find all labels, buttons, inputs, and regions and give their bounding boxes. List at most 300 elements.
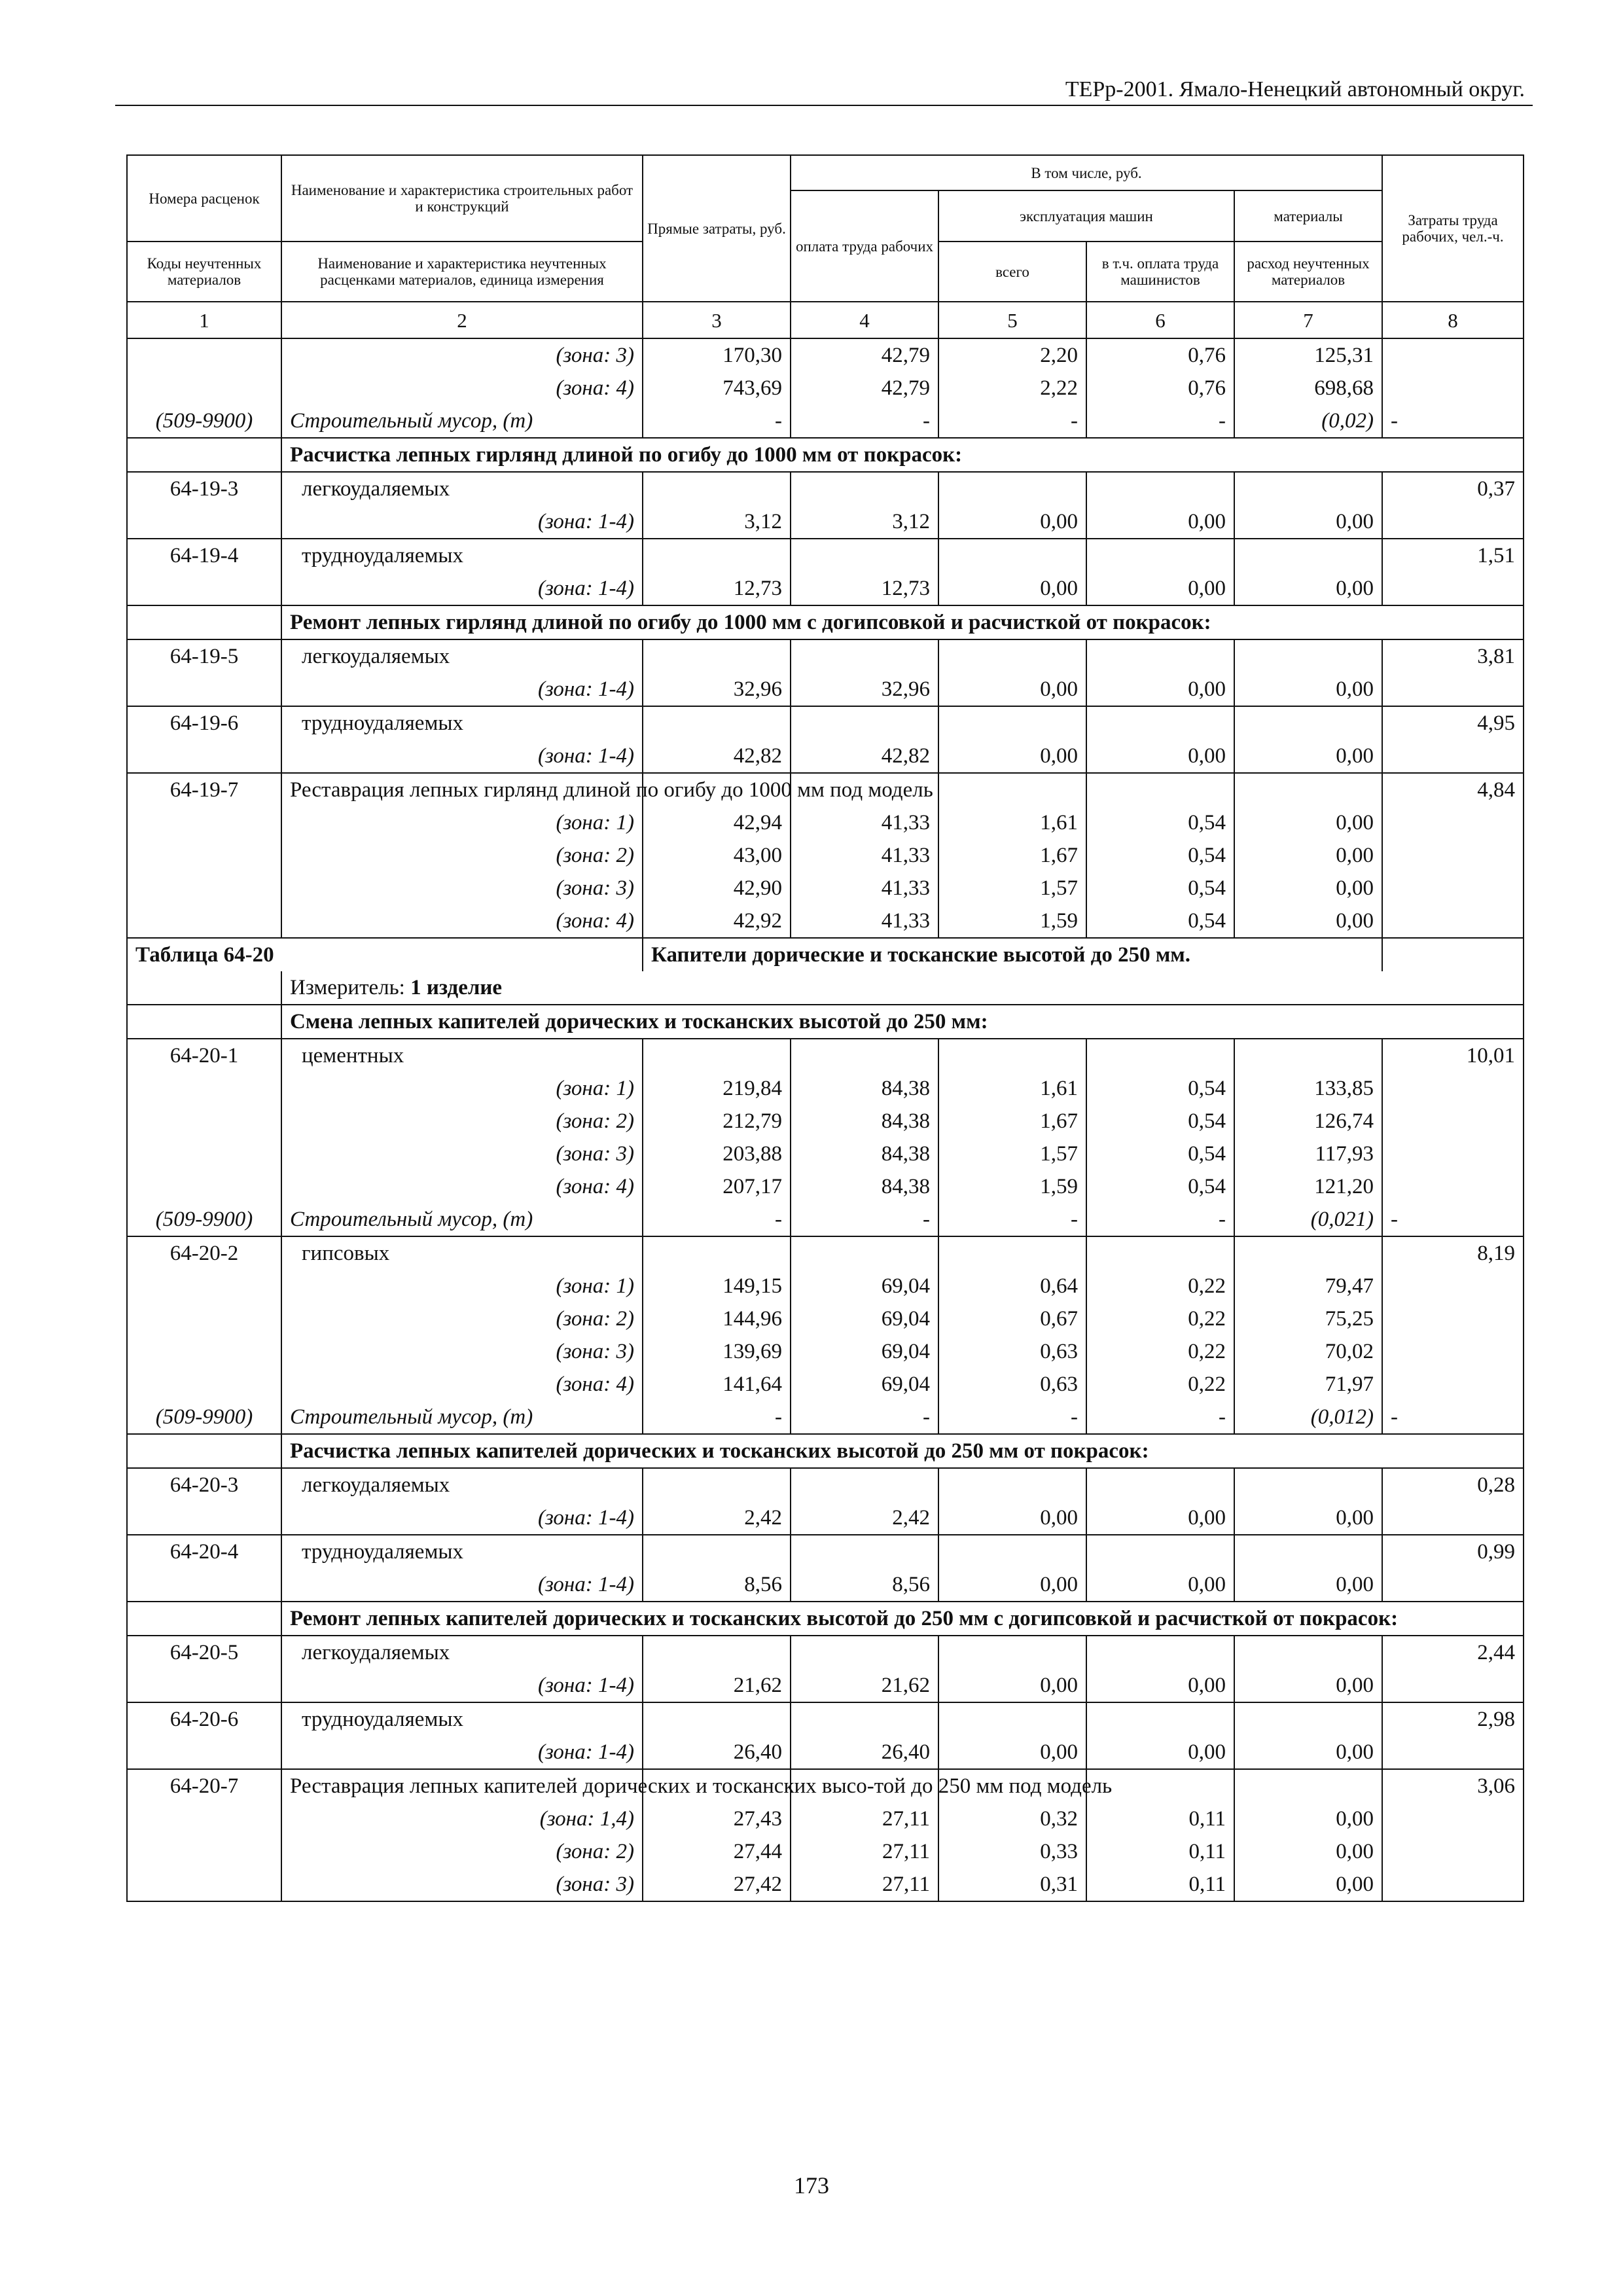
code-cell	[127, 1602, 281, 1636]
labor-cell: 3,81	[1382, 639, 1524, 673]
material-use-cell: 121,20	[1234, 1170, 1382, 1203]
wage-cell: 69,04	[791, 1368, 938, 1401]
labor-cell	[1382, 1335, 1524, 1368]
wage-cell: 3,12	[791, 505, 938, 539]
direct-costs-cell: 32,96	[643, 673, 791, 706]
labor-cell: 3,06	[1382, 1769, 1524, 1803]
zone-row	[127, 1803, 1524, 1835]
material-use-cell: 0,00	[1234, 1501, 1382, 1535]
section-heading-row	[127, 605, 1524, 639]
table-title: Капители дорические и тосканские высотой до 250 мм.	[643, 938, 1382, 971]
labor-cell: 4,95	[1382, 706, 1524, 740]
table-body	[127, 338, 1524, 1901]
material-use-cell: 0,00	[1234, 572, 1382, 605]
item-name: гипсовых	[281, 1236, 643, 1270]
labor-cell	[1382, 1736, 1524, 1769]
labor-cell	[1382, 1105, 1524, 1138]
zone-row	[127, 673, 1524, 706]
item-name: Реставрация лепных капителей дорических и тосканских высо-той до 250 мм под модель	[281, 1769, 643, 1803]
item-row	[127, 706, 1524, 740]
zone-row	[127, 905, 1524, 938]
labor-cell	[1382, 740, 1524, 773]
direct-costs-cell	[643, 1636, 791, 1669]
direct-costs-cell: 212,79	[643, 1105, 791, 1138]
labor-cell	[1382, 1072, 1524, 1105]
direct-costs-cell: 207,17	[643, 1170, 791, 1203]
machinist-wage-cell	[1086, 706, 1234, 740]
machinist-wage-cell: 0,11	[1086, 1835, 1234, 1868]
machines-total-cell: 0,00	[938, 505, 1086, 539]
machines-total-cell	[938, 1702, 1086, 1736]
item-row	[127, 639, 1524, 673]
direct-costs-cell: 141,64	[643, 1368, 791, 1401]
labor-cell: 4,84	[1382, 773, 1524, 806]
wage-cell	[791, 472, 938, 505]
zone-label: (зона: 1-4)	[281, 505, 643, 539]
zone-row	[127, 1072, 1524, 1105]
labor-cell: 8,19	[1382, 1236, 1524, 1270]
labor-cell: 10,01	[1382, 1039, 1524, 1072]
zone-row	[127, 806, 1524, 839]
machinist-wage-cell	[1086, 773, 1234, 806]
wage-cell: 69,04	[791, 1335, 938, 1368]
code-cell	[127, 1368, 281, 1401]
material-code: (509-9900)	[127, 1401, 281, 1434]
material-use-cell: 0,00	[1234, 872, 1382, 905]
wage-cell: 69,04	[791, 1270, 938, 1302]
labor-cell	[1382, 1501, 1524, 1535]
machinist-wage-cell: 0,76	[1086, 372, 1234, 404]
item-name: трудноудаляемых	[281, 539, 643, 572]
labor-cell	[1382, 1568, 1524, 1602]
material-use-cell: 0,00	[1234, 1568, 1382, 1602]
section-heading-row	[127, 1602, 1524, 1636]
table-number: Таблица 64-20	[127, 938, 643, 971]
machines-total-cell: 0,63	[938, 1368, 1086, 1401]
wage-cell: 26,40	[791, 1736, 938, 1769]
rate-number: 64-20-1	[127, 1039, 281, 1072]
wage-cell: 41,33	[791, 872, 938, 905]
machinist-wage-cell	[1086, 1535, 1234, 1568]
machines-total-cell: 0,00	[938, 740, 1086, 773]
section-heading-row	[127, 1434, 1524, 1468]
material-use-cell	[1234, 1236, 1382, 1270]
material-row	[127, 404, 1524, 438]
material-use-cell: 71,97	[1234, 1368, 1382, 1401]
code-cell	[127, 438, 281, 472]
material-code: (509-9900)	[127, 404, 281, 438]
labor-cell	[1382, 1368, 1524, 1401]
labor-cell	[1382, 1302, 1524, 1335]
machines-total-cell	[938, 539, 1086, 572]
material-use-cell: 125,31	[1234, 338, 1382, 372]
unit-label: Измеритель:	[290, 976, 405, 999]
direct-costs-cell: 203,88	[643, 1138, 791, 1170]
zone-row	[127, 1736, 1524, 1769]
code-cell	[127, 1072, 281, 1105]
direct-costs-cell: 42,94	[643, 806, 791, 839]
code-cell	[127, 605, 281, 639]
header-rate-numbers: Номера расценок	[127, 155, 281, 242]
section-heading: Ремонт лепных капителей дорических и тосканских высотой до 250 мм с догипсовкой и расчисткой от покрасок:	[281, 1602, 1524, 1636]
wage-cell: 27,11	[791, 1835, 938, 1868]
item-row	[127, 472, 1524, 505]
direct-costs-cell	[643, 1468, 791, 1501]
machines-total-cell: 0,00	[938, 1501, 1086, 1535]
machinist-wage-cell: 0,54	[1086, 1138, 1234, 1170]
material-use-cell: 0,00	[1234, 806, 1382, 839]
code-cell	[127, 1105, 281, 1138]
machinist-wage-cell: 0,22	[1086, 1368, 1234, 1401]
wage-cell: 27,11	[791, 1803, 938, 1835]
zone-row	[127, 839, 1524, 872]
machinist-wage-cell: 0,54	[1086, 1170, 1234, 1203]
material-name: Строительный мусор, (т)	[281, 404, 643, 438]
material-name: Строительный мусор, (т)	[281, 1401, 643, 1434]
zone-row	[127, 872, 1524, 905]
header-material-use: расход неучтенных материалов	[1234, 242, 1382, 302]
zone-label: (зона: 1)	[281, 1270, 643, 1302]
header-machines: эксплуатация машин	[938, 190, 1234, 242]
code-cell	[127, 372, 281, 404]
wage-cell: 42,79	[791, 338, 938, 372]
rate-number: 64-20-7	[127, 1769, 281, 1803]
code-cell	[127, 1868, 281, 1901]
machinist-wage-cell: 0,00	[1086, 1501, 1234, 1535]
machinist-wage-cell	[1086, 1236, 1234, 1270]
header-wage: оплата труда рабочих	[791, 190, 938, 302]
machines-total-cell: 0,63	[938, 1335, 1086, 1368]
rate-number: 64-20-6	[127, 1702, 281, 1736]
page-number: 173	[794, 2172, 829, 2198]
labor-cell: -	[1382, 1401, 1524, 1434]
material-use-cell: 698,68	[1234, 372, 1382, 404]
machines-total-cell	[938, 773, 1086, 806]
code-cell	[127, 806, 281, 839]
header-materials: материалы	[1234, 190, 1382, 242]
machines-total-cell	[938, 1468, 1086, 1501]
machines-total-cell: -	[938, 1203, 1086, 1236]
machinist-wage-cell: 0,00	[1086, 572, 1234, 605]
machinist-wage-cell	[1086, 1039, 1234, 1072]
direct-costs-cell	[643, 1039, 791, 1072]
direct-costs-cell	[643, 706, 791, 740]
material-use-cell: 117,93	[1234, 1138, 1382, 1170]
wage-cell	[791, 1702, 938, 1736]
rate-number: 64-19-7	[127, 773, 281, 806]
machines-total-cell	[938, 1535, 1086, 1568]
direct-costs-cell	[643, 539, 791, 572]
item-row	[127, 1769, 1524, 1803]
direct-costs-cell	[643, 639, 791, 673]
labor-cell: 1,51	[1382, 539, 1524, 572]
item-name: трудноудаляемых	[281, 1702, 643, 1736]
rate-number: 64-19-4	[127, 539, 281, 572]
code-cell	[127, 1335, 281, 1368]
rate-number: 64-19-3	[127, 472, 281, 505]
machinist-wage-cell: 0,54	[1086, 872, 1234, 905]
zone-row	[127, 1138, 1524, 1170]
header-rule	[115, 105, 1533, 106]
code-cell	[127, 740, 281, 773]
machinist-wage-cell: 0,54	[1086, 1072, 1234, 1105]
zone-row	[127, 1335, 1524, 1368]
direct-costs-cell: 3,12	[643, 505, 791, 539]
wage-cell: 27,11	[791, 1868, 938, 1901]
material-use-cell: 0,00	[1234, 1736, 1382, 1769]
machines-total-cell: 1,61	[938, 1072, 1086, 1105]
section-heading-row	[127, 438, 1524, 472]
machines-total-cell: 0,00	[938, 572, 1086, 605]
wage-cell: 41,33	[791, 839, 938, 872]
direct-costs-cell: 27,42	[643, 1868, 791, 1901]
item-row	[127, 539, 1524, 572]
wage-cell	[791, 1535, 938, 1568]
direct-costs-cell: 21,62	[643, 1669, 791, 1702]
material-use-cell: (0,02)	[1234, 404, 1382, 438]
wage-cell	[791, 1468, 938, 1501]
wage-cell: -	[791, 1203, 938, 1236]
zone-row	[127, 1835, 1524, 1868]
material-use-cell: 0,00	[1234, 505, 1382, 539]
material-code: (509-9900)	[127, 1203, 281, 1236]
material-use-cell: 0,00	[1234, 1803, 1382, 1835]
material-use-cell	[1234, 472, 1382, 505]
machines-total-cell	[938, 706, 1086, 740]
machinist-wage-cell: 0,54	[1086, 839, 1234, 872]
header-work-name: Наименование и характеристика строительных работ и конструкций	[281, 155, 643, 242]
zone-label: (зона: 1-4)	[281, 740, 643, 773]
unit-value: 1 изделие	[410, 976, 503, 999]
zone-label: (зона: 1)	[281, 1072, 643, 1105]
machinist-wage-cell: 0,00	[1086, 1568, 1234, 1602]
machinist-wage-cell: 0,22	[1086, 1302, 1234, 1335]
wage-cell: 84,38	[791, 1138, 938, 1170]
direct-costs-cell: -	[643, 404, 791, 438]
wage-cell: 84,38	[791, 1170, 938, 1203]
material-use-cell: 0,00	[1234, 740, 1382, 773]
machinist-wage-cell: 0,22	[1086, 1270, 1234, 1302]
zone-row	[127, 372, 1524, 404]
material-name: Строительный мусор, (т)	[281, 1203, 643, 1236]
machines-total-cell	[938, 472, 1086, 505]
machines-total-cell	[938, 1636, 1086, 1669]
zone-row	[127, 1105, 1524, 1138]
material-use-cell: 126,74	[1234, 1105, 1382, 1138]
direct-costs-cell: 149,15	[643, 1270, 791, 1302]
direct-costs-cell: 2,42	[643, 1501, 791, 1535]
direct-costs-cell	[643, 472, 791, 505]
direct-costs-cell	[643, 1535, 791, 1568]
zone-label: (зона: 4)	[281, 1368, 643, 1401]
zone-row	[127, 1501, 1524, 1535]
direct-costs-cell: 26,40	[643, 1736, 791, 1769]
material-use-cell	[1234, 1468, 1382, 1501]
material-use-cell: 70,02	[1234, 1335, 1382, 1368]
labor-cell: 2,98	[1382, 1702, 1524, 1736]
wage-cell: 84,38	[791, 1072, 938, 1105]
direct-costs-cell: 139,69	[643, 1335, 791, 1368]
code-cell	[127, 1835, 281, 1868]
zone-label: (зона: 1,4)	[281, 1803, 643, 1835]
machines-total-cell: 1,59	[938, 905, 1086, 938]
material-use-cell: 0,00	[1234, 1669, 1382, 1702]
header-including: В том числе, руб.	[791, 155, 1382, 190]
section-heading: Расчистка лепных гирлянд длиной по огибу до 1000 мм от покрасок:	[281, 438, 1524, 472]
labor-cell	[1382, 1803, 1524, 1835]
direct-costs-cell: 219,84	[643, 1072, 791, 1105]
machines-total-cell: -	[938, 404, 1086, 438]
wage-cell	[791, 1636, 938, 1669]
labor-cell	[1382, 806, 1524, 839]
zone-label: (зона: 1-4)	[281, 1568, 643, 1602]
zone-row	[127, 1868, 1524, 1901]
machines-total-cell	[938, 1039, 1086, 1072]
labor-cell	[1382, 372, 1524, 404]
machinist-wage-cell: 0,76	[1086, 338, 1234, 372]
item-row	[127, 773, 1524, 806]
material-use-cell: (0,021)	[1234, 1203, 1382, 1236]
direct-costs-cell: 43,00	[643, 839, 791, 872]
material-use-cell: 75,25	[1234, 1302, 1382, 1335]
direct-costs-cell: 42,82	[643, 740, 791, 773]
material-use-cell: (0,012)	[1234, 1401, 1382, 1434]
item-name: цементных	[281, 1039, 643, 1072]
section-heading-row	[127, 1005, 1524, 1039]
code-cell	[127, 1568, 281, 1602]
direct-costs-cell: 170,30	[643, 338, 791, 372]
machines-total-cell: 1,67	[938, 1105, 1086, 1138]
material-use-cell: 0,00	[1234, 673, 1382, 706]
zone-label: (зона: 4)	[281, 372, 643, 404]
zone-label: (зона: 1)	[281, 806, 643, 839]
zone-label: (зона: 3)	[281, 1335, 643, 1368]
code-cell	[127, 1005, 281, 1039]
item-row	[127, 1535, 1524, 1568]
labor-cell	[1382, 1835, 1524, 1868]
zone-row	[127, 505, 1524, 539]
material-use-cell	[1234, 639, 1382, 673]
zone-label: (зона: 1-4)	[281, 673, 643, 706]
code-cell	[127, 1138, 281, 1170]
section-heading: Ремонт лепных гирлянд длиной по огибу до 1000 мм с догипсовкой и расчисткой от покрасок:	[281, 605, 1524, 639]
labor-cell	[1382, 1868, 1524, 1901]
zone-row	[127, 572, 1524, 605]
machines-total-cell: 0,00	[938, 1669, 1086, 1702]
direct-costs-cell: 144,96	[643, 1302, 791, 1335]
item-row	[127, 1468, 1524, 1501]
column-number: 5	[938, 302, 1086, 338]
machinist-wage-cell: 0,11	[1086, 1868, 1234, 1901]
machines-total-cell: 1,59	[938, 1170, 1086, 1203]
zone-row	[127, 1368, 1524, 1401]
machinist-wage-cell: -	[1086, 1203, 1234, 1236]
direct-costs-cell: -	[643, 1401, 791, 1434]
labor-cell: 0,37	[1382, 472, 1524, 505]
code-cell	[127, 839, 281, 872]
rate-number: 64-19-5	[127, 639, 281, 673]
machines-total-cell: 1,57	[938, 872, 1086, 905]
material-use-cell: 79,47	[1234, 1270, 1382, 1302]
header-labor: Затраты труда рабочих, чел.-ч.	[1382, 155, 1524, 302]
labor-cell	[1382, 1138, 1524, 1170]
direct-costs-cell: 42,90	[643, 872, 791, 905]
direct-costs-cell	[643, 1702, 791, 1736]
code-cell	[127, 1803, 281, 1835]
labor-cell	[1382, 938, 1524, 971]
wage-cell	[791, 1236, 938, 1270]
machinist-wage-cell: 0,54	[1086, 905, 1234, 938]
header-machines-total: всего	[938, 242, 1086, 302]
running-header: ТЕРр-2001. Ямало-Ненецкий автономный округ.	[1065, 77, 1525, 101]
direct-costs-cell: 27,43	[643, 1803, 791, 1835]
code-cell	[127, 572, 281, 605]
code-cell	[127, 1434, 281, 1468]
wage-cell: -	[791, 404, 938, 438]
labor-cell	[1382, 572, 1524, 605]
item-name: легкоудаляемых	[281, 472, 643, 505]
unit-row	[127, 971, 1524, 1005]
zone-row	[127, 740, 1524, 773]
zone-row	[127, 1302, 1524, 1335]
wage-cell: 42,79	[791, 372, 938, 404]
material-use-cell	[1234, 1702, 1382, 1736]
machines-total-cell: 0,67	[938, 1302, 1086, 1335]
zone-label: (зона: 3)	[281, 338, 643, 372]
item-name: трудноудаляемых	[281, 1535, 643, 1568]
code-cell	[127, 905, 281, 938]
code-cell	[127, 1270, 281, 1302]
column-number: 3	[643, 302, 791, 338]
header-material-codes: Коды неучтенных материалов	[127, 242, 281, 302]
material-row	[127, 1203, 1524, 1236]
machinist-wage-cell: -	[1086, 404, 1234, 438]
column-number: 4	[791, 302, 938, 338]
labor-cell	[1382, 905, 1524, 938]
wage-cell: 42,82	[791, 740, 938, 773]
zone-label: (зона: 2)	[281, 1302, 643, 1335]
machinist-wage-cell: 0,54	[1086, 1105, 1234, 1138]
machinist-wage-cell	[1086, 539, 1234, 572]
direct-costs-cell: 12,73	[643, 572, 791, 605]
zone-row	[127, 1669, 1524, 1702]
machines-total-cell	[938, 1236, 1086, 1270]
wage-cell	[791, 639, 938, 673]
table-header	[127, 155, 1524, 338]
wage-cell: 41,33	[791, 905, 938, 938]
material-row	[127, 1401, 1524, 1434]
column-number: 6	[1086, 302, 1234, 338]
labor-cell	[1382, 1270, 1524, 1302]
code-cell	[127, 1736, 281, 1769]
machinist-wage-cell: -	[1086, 1401, 1234, 1434]
material-use-cell: 0,00	[1234, 905, 1382, 938]
machines-total-cell	[938, 639, 1086, 673]
item-row	[127, 1702, 1524, 1736]
wage-cell: 84,38	[791, 1105, 938, 1138]
labor-cell	[1382, 872, 1524, 905]
item-row	[127, 1039, 1524, 1072]
machinist-wage-cell: 0,00	[1086, 1669, 1234, 1702]
zone-row	[127, 1170, 1524, 1203]
material-use-cell	[1234, 539, 1382, 572]
zone-label: (зона: 2)	[281, 1835, 643, 1868]
machines-total-cell: 0,00	[938, 673, 1086, 706]
labor-cell	[1382, 338, 1524, 372]
material-use-cell	[1234, 1769, 1382, 1803]
rate-number: 64-20-5	[127, 1636, 281, 1669]
material-use-cell	[1234, 1535, 1382, 1568]
